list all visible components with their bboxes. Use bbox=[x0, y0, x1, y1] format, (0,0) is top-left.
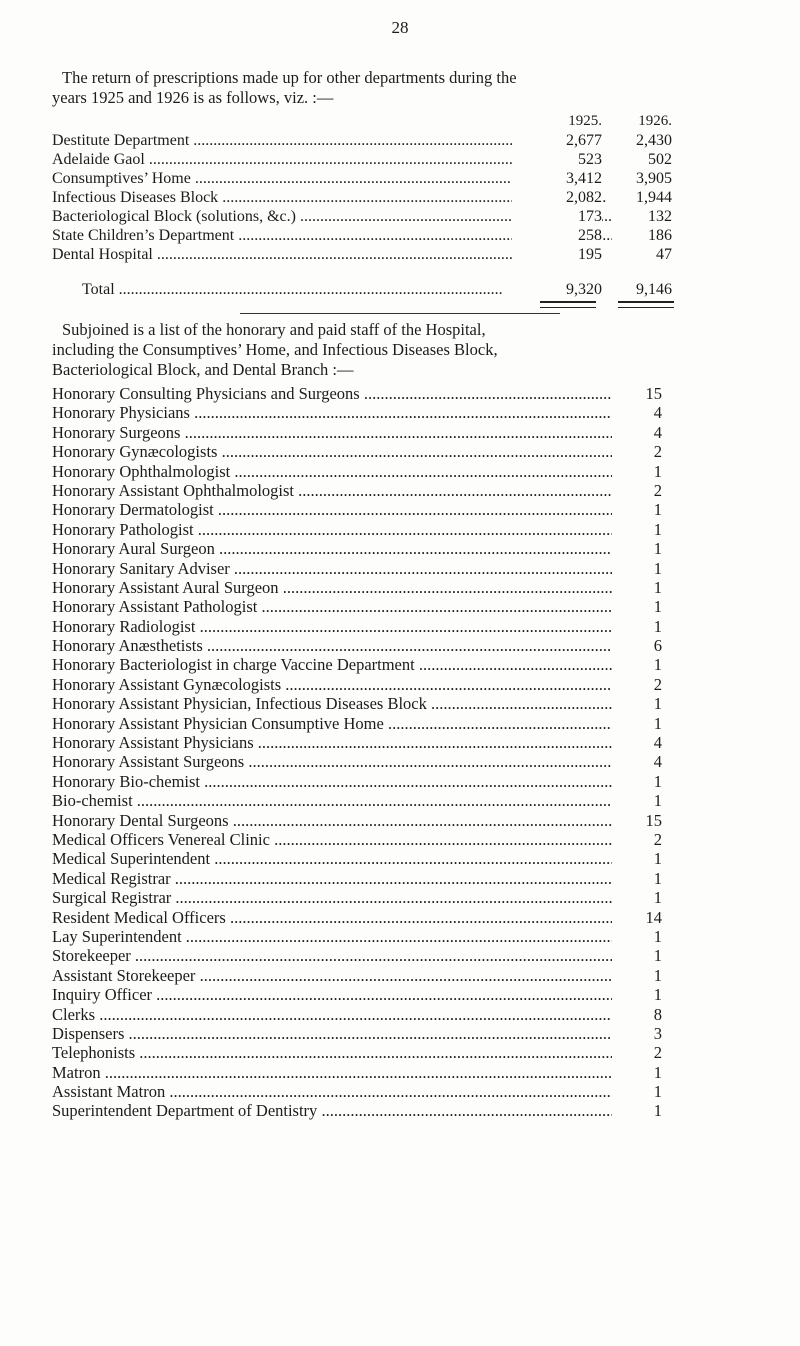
list-item bbox=[52, 733, 662, 752]
list-item bbox=[52, 617, 662, 636]
staff-count: 1 bbox=[622, 1082, 662, 1101]
staff-title: Honorary Bio-chemist ..... bbox=[52, 772, 612, 791]
staff-title: Honorary Consulting Physicians and Surgeons ..... bbox=[52, 384, 612, 403]
staff-title: Clerks ..... bbox=[52, 1005, 612, 1024]
staff-count: 15 bbox=[622, 384, 662, 403]
staff-count: 1 bbox=[622, 946, 662, 965]
list-item bbox=[52, 1082, 662, 1101]
list-item bbox=[52, 520, 662, 539]
list-item bbox=[52, 423, 662, 442]
staff-list bbox=[52, 384, 662, 1121]
list-item bbox=[52, 1063, 662, 1082]
staff-title: Bio-chemist ..... bbox=[52, 791, 612, 810]
staff-count: 1 bbox=[622, 927, 662, 946]
staff-count: 1 bbox=[622, 655, 662, 674]
staff-title: Surgical Registrar ..... bbox=[52, 888, 612, 907]
list-item bbox=[52, 1005, 662, 1024]
staff-count: 1 bbox=[622, 694, 662, 713]
value-1926: 3,905 bbox=[636, 170, 672, 187]
staff-title: Honorary Assistant Physician, Infectious Diseases Block ..... bbox=[52, 694, 612, 713]
staff-title: Honorary Anæsthetists ..... bbox=[52, 636, 612, 655]
staff-count: 15 bbox=[622, 811, 662, 830]
staff-count: 1 bbox=[622, 985, 662, 1004]
table-header bbox=[52, 112, 732, 131]
staff-count: 1 bbox=[622, 772, 662, 791]
list-item bbox=[52, 655, 662, 674]
list-item bbox=[52, 772, 662, 791]
staff-count: 1 bbox=[622, 500, 662, 519]
staff-intro bbox=[52, 320, 752, 380]
section-divider bbox=[240, 313, 560, 314]
staff-count: 1 bbox=[622, 849, 662, 868]
list-item bbox=[52, 830, 662, 849]
staff-title: Medical Superintendent ..... bbox=[52, 849, 612, 868]
staff-count: 2 bbox=[622, 442, 662, 461]
staff-title: Matron ..... bbox=[52, 1063, 612, 1082]
staff-title: Honorary Physicians ..... bbox=[52, 403, 612, 422]
year-1925-header: 1925. bbox=[512, 112, 602, 131]
staff-count: 2 bbox=[622, 830, 662, 849]
list-item bbox=[52, 481, 662, 500]
list-item bbox=[52, 946, 662, 965]
list-item bbox=[52, 403, 662, 422]
list-item bbox=[52, 578, 662, 597]
list-item bbox=[52, 811, 662, 830]
staff-count: 1 bbox=[622, 539, 662, 558]
staff-title: Honorary Sanitary Adviser ..... bbox=[52, 559, 612, 578]
list-item bbox=[52, 908, 662, 927]
prescriptions-intro bbox=[52, 68, 752, 108]
intro-line-1: The return of prescriptions made up for other departments during the bbox=[62, 68, 517, 87]
staff-title: Superintendent Department of Dentistry ..... bbox=[52, 1101, 612, 1120]
staff-title: Telephonists ..... bbox=[52, 1043, 612, 1062]
staff-count: 1 bbox=[622, 791, 662, 810]
staff-title: Honorary Gynæcologists ..... bbox=[52, 442, 612, 461]
staff-title: Honorary Aural Surgeon ..... bbox=[52, 539, 612, 558]
staff-title: Medical Registrar ..... bbox=[52, 869, 612, 888]
staff-title: Honorary Assistant Physician Consumptive Home ..... bbox=[52, 714, 612, 733]
value-1926: 1,944 bbox=[636, 189, 672, 206]
staff-count: 2 bbox=[622, 675, 662, 694]
list-item bbox=[52, 791, 662, 810]
value-1925: 173 bbox=[512, 207, 602, 226]
staff-count: 3 bbox=[622, 1024, 662, 1043]
prescriptions-table bbox=[52, 112, 732, 299]
staff-count: 4 bbox=[622, 423, 662, 442]
staff-title: Honorary Assistant Surgeons ..... bbox=[52, 752, 612, 771]
staff-count: 1 bbox=[622, 714, 662, 733]
staff-title: Honorary Bacteriologist in charge Vaccine Department ..... bbox=[52, 655, 612, 674]
list-item bbox=[52, 442, 662, 461]
staff-count: 1 bbox=[622, 559, 662, 578]
value-1925: 2,082 bbox=[512, 188, 602, 207]
value-1925: 195 bbox=[512, 245, 602, 264]
staff-count: 1 bbox=[622, 520, 662, 539]
staff-count: 1 bbox=[622, 888, 662, 907]
department-name: Consumptives’ Home ..... bbox=[52, 169, 612, 188]
staff-count: 1 bbox=[622, 1063, 662, 1082]
staff-intro-line-1: Subjoined is a list of the honorary and paid staff of the Hospital, bbox=[62, 320, 486, 339]
table-row bbox=[52, 169, 732, 188]
staff-title: Lay Superintendent ..... bbox=[52, 927, 612, 946]
department-name: Bacteriological Block (solutions, &c.) ..... bbox=[52, 207, 612, 226]
staff-title: Honorary Ophthalmologist ..... bbox=[52, 462, 612, 481]
staff-title: Inquiry Officer ..... bbox=[52, 985, 612, 1004]
value-1925: 258 bbox=[512, 226, 602, 245]
list-item bbox=[52, 1024, 662, 1043]
list-item bbox=[52, 462, 662, 481]
list-item bbox=[52, 559, 662, 578]
value-1926: 132 bbox=[648, 208, 672, 225]
department-name: Dental Hospital ..... bbox=[52, 245, 612, 264]
value-1925: 523 bbox=[512, 150, 602, 169]
list-item bbox=[52, 714, 662, 733]
list-item bbox=[52, 500, 662, 519]
prescription-rows bbox=[52, 131, 732, 264]
intro-line-2: years 1925 and 1926 is as follows, viz. :— bbox=[52, 88, 334, 107]
total-1926-double-rule bbox=[618, 301, 674, 308]
staff-count: 1 bbox=[622, 597, 662, 616]
table-row bbox=[52, 188, 732, 207]
staff-title: Storekeeper ..... bbox=[52, 946, 612, 965]
staff-count: 8 bbox=[622, 1005, 662, 1024]
staff-title: Honorary Assistant Aural Surgeon ..... bbox=[52, 578, 612, 597]
staff-title: Medical Officers Venereal Clinic ..... bbox=[52, 830, 612, 849]
staff-intro-line-3: Bacteriological Block, and Dental Branch :— bbox=[52, 360, 354, 379]
total-1925-double-rule bbox=[540, 301, 596, 308]
staff-count: 1 bbox=[622, 462, 662, 481]
table-row bbox=[52, 207, 732, 226]
list-item bbox=[52, 966, 662, 985]
total-1926: 9,146 bbox=[636, 281, 672, 298]
staff-count: 4 bbox=[622, 403, 662, 422]
list-item bbox=[52, 384, 662, 403]
list-item bbox=[52, 869, 662, 888]
staff-count: 1 bbox=[622, 578, 662, 597]
list-item bbox=[52, 539, 662, 558]
table-row bbox=[52, 245, 732, 264]
staff-count: 4 bbox=[622, 752, 662, 771]
staff-title: Honorary Pathologist ..... bbox=[52, 520, 612, 539]
staff-title: Honorary Dermatologist ..... bbox=[52, 500, 612, 519]
staff-title: Honorary Assistant Gynæcologists ..... bbox=[52, 675, 612, 694]
staff-count: 14 bbox=[622, 908, 662, 927]
staff-count: 1 bbox=[622, 1101, 662, 1120]
staff-count: 2 bbox=[622, 481, 662, 500]
list-item bbox=[52, 1101, 662, 1120]
staff-title: Assistant Matron ..... bbox=[52, 1082, 612, 1101]
staff-count: 1 bbox=[622, 869, 662, 888]
table-row bbox=[52, 226, 732, 245]
staff-title: Honorary Radiologist ..... bbox=[52, 617, 612, 636]
total-1925: 9,320 bbox=[512, 280, 602, 299]
staff-title: Honorary Assistant Physicians ..... bbox=[52, 733, 612, 752]
staff-title: Honorary Surgeons ..... bbox=[52, 423, 612, 442]
value-1925: 2,677 bbox=[512, 131, 602, 150]
staff-title: Assistant Storekeeper ..... bbox=[52, 966, 612, 985]
total-label: Total ..... bbox=[82, 280, 612, 299]
staff-title: Honorary Dental Surgeons ..... bbox=[52, 811, 612, 830]
table-row bbox=[52, 131, 732, 150]
staff-title: Honorary Assistant Pathologist ..... bbox=[52, 597, 612, 616]
staff-count: 1 bbox=[622, 966, 662, 985]
value-1926: 2,430 bbox=[636, 132, 672, 149]
year-1926-header: 1926. bbox=[638, 113, 672, 129]
department-name: Infectious Diseases Block ..... bbox=[52, 188, 612, 207]
value-1926: 47 bbox=[656, 246, 672, 263]
table-row bbox=[52, 150, 732, 169]
staff-title: Resident Medical Officers ..... bbox=[52, 908, 612, 927]
list-item bbox=[52, 888, 662, 907]
list-item bbox=[52, 752, 662, 771]
list-item bbox=[52, 927, 662, 946]
list-item bbox=[52, 985, 662, 1004]
list-item bbox=[52, 636, 662, 655]
staff-intro-line-2: including the Consumptives’ Home, and Infectious Diseases Block, bbox=[52, 340, 498, 359]
list-item bbox=[52, 597, 662, 616]
staff-count: 2 bbox=[622, 1043, 662, 1062]
list-item bbox=[52, 694, 662, 713]
list-item bbox=[52, 675, 662, 694]
list-item bbox=[52, 849, 662, 868]
staff-count: 1 bbox=[622, 617, 662, 636]
value-1926: 186 bbox=[648, 227, 672, 244]
value-1925: 3,412 bbox=[512, 169, 602, 188]
page-number: 28 bbox=[391, 18, 409, 37]
department-name: Adelaide Gaol ..... bbox=[52, 150, 612, 169]
staff-title: Honorary Assistant Ophthalmologist ..... bbox=[52, 481, 612, 500]
department-name: Destitute Department ..... bbox=[52, 131, 612, 150]
staff-count: 6 bbox=[622, 636, 662, 655]
department-name: State Children’s Department ..... bbox=[52, 226, 612, 245]
staff-title: Dispensers ..... bbox=[52, 1024, 612, 1043]
staff-count: 4 bbox=[622, 733, 662, 752]
value-1926: 502 bbox=[648, 151, 672, 168]
list-item bbox=[52, 1043, 662, 1062]
total-row bbox=[52, 280, 732, 299]
